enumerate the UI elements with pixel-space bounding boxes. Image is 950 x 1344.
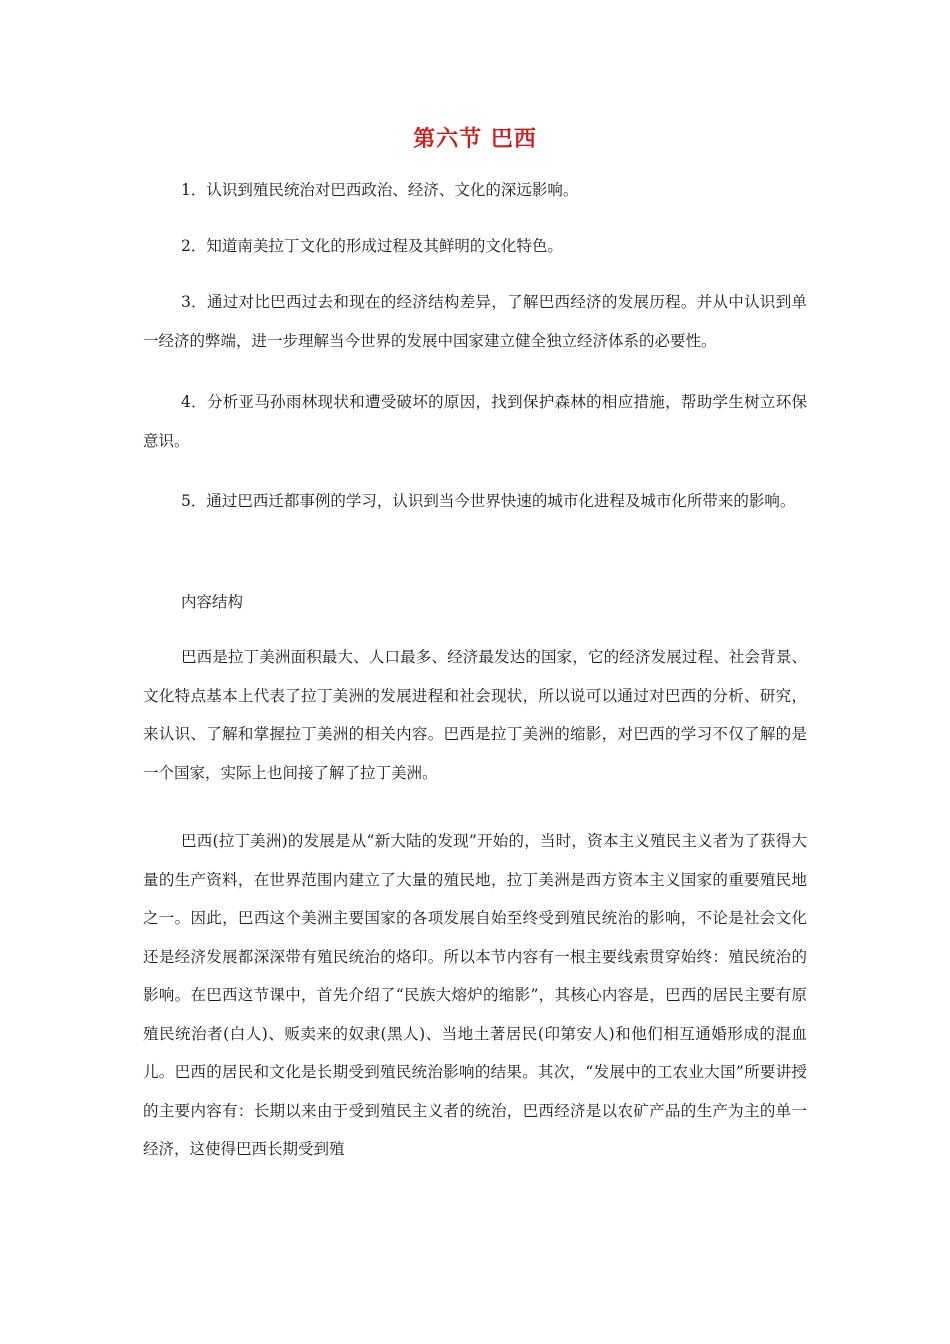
page-title: 第六节 巴西 — [413, 127, 537, 152]
objective-3: 3．通过对比巴西过去和现在的经济结构差异，了解巴西经济的发展历程。并从中认识到单一经济的弊端，进一步理解当今世界的发展中国家建立健全独立经济体系的必要性。 — [143, 293, 807, 350]
objective-1: 1．认识到殖民统治对巴西政治、经济、文化的深远影响。 — [181, 181, 579, 199]
objective-5: 5．通过巴西迁都事例的学习，认识到当今世界快速的城市化进程及城市化所带来的影响。 — [181, 492, 796, 510]
section-heading: 内容结构 — [181, 593, 244, 611]
objective-2: 2．知道南美拉丁文化的形成过程及其鲜明的文化特色。 — [181, 237, 563, 255]
objective-4: 4．分析亚马孙雨林现状和遭受破坏的原因，找到保护森林的相应措施，帮助学生树立环保意识。 — [143, 393, 807, 450]
body-paragraph-2: 巴西(拉丁美洲)的发展是从“新大陆的发现”开始的，当时，资本主义殖民主义者为了获得大量的生产资料，在世界范围内建立了大量的殖民地，拉丁美洲是西方资本主义国家的重要殖民地之一。因此，巴西这个美洲主要国家的各项发展自始至终受到殖民统治的影响，不论是社会文化还是经济发展都深深带有殖民统治的烙印。所以本节内容有一根主要线索贯穿始终：殖民统治的影响。在巴西这节课中，首先介绍了“民族大熔炉的缩影”，其核心内容是，巴西的居民主要有原殖民统治者(白人)、贩卖来的奴隶(黑人)、当地土著居民(印第安人)和他们相互通婚形成的混血儿。巴西的居民和文化是长期受到殖民统治影响的结果。其次，“发展中的工农业大国”所要讲授的主要内容有：长期以来由于受到殖民主义者的统治，巴西经济是以农矿产品的生产为主的单一经济，这使得巴西长期受到殖 — [143, 832, 807, 1158]
body-paragraph-1: 巴西是拉丁美洲面积最大、人口最多、经济最发达的国家，它的经济发展过程、社会背景、文化特点基本上代表了拉丁美洲的发展进程和社会现状，所以说可以通过对巴西的分析、研究，来认识、了解和掌握拉丁美洲的相关内容。巴西是拉丁美洲的缩影，对巴西的学习不仅了解的是一个国家，实际上也间接了解了拉丁美洲。 — [143, 648, 807, 782]
